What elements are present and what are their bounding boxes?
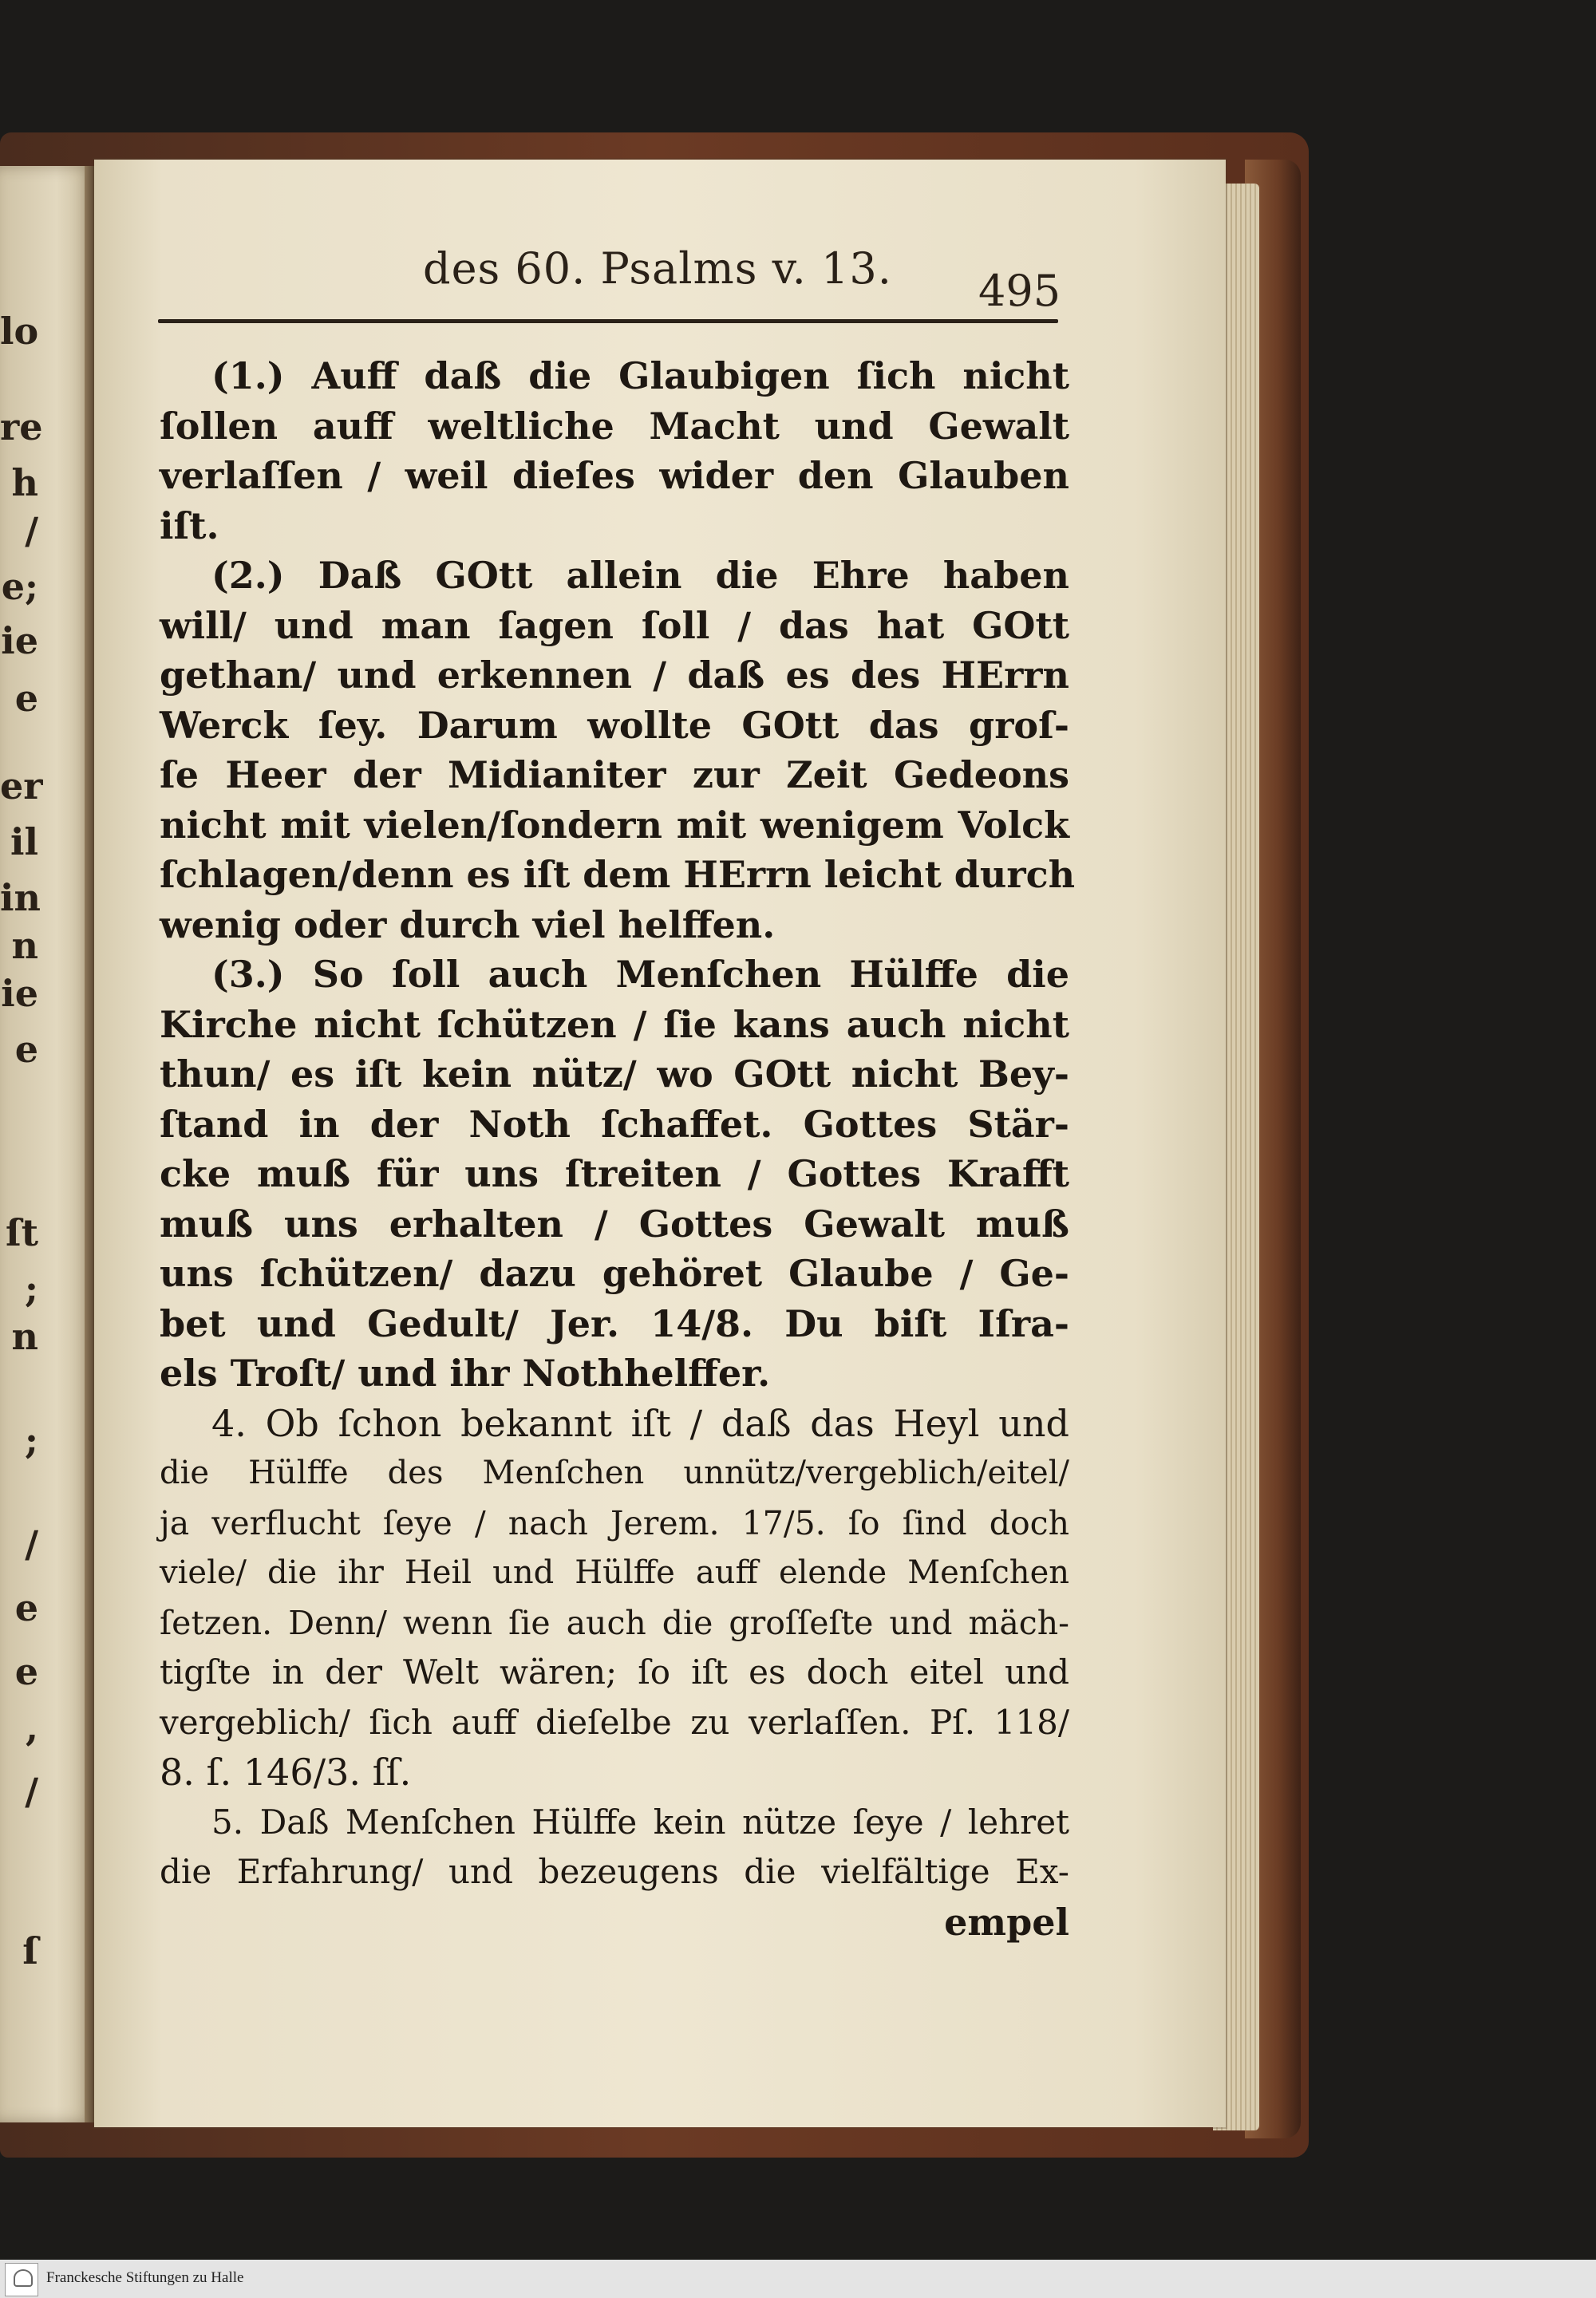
text-line: die Erfahrung/ und bezeugens die vielfältige Ex-: [160, 1852, 1069, 1891]
text-line: 8. ſ. 146/3. ſſ.: [160, 1751, 412, 1794]
text-line: thun/ es iſt kein nütz/ wo GOtt nicht Bey-: [160, 1052, 1069, 1096]
text-line: (2.) Daß GOtt allein die Ehre haben: [211, 554, 1069, 597]
text-line: 4. Ob ſchon bekannt iſt / daß das Heyl und: [211, 1401, 1069, 1445]
logo-mark: [14, 2269, 33, 2287]
margin-fragment: ſ: [22, 1929, 38, 1972]
margin-fragment: n: [11, 1315, 38, 1358]
text-line: (3.) So ſoll auch Menſchen Hülffe die: [211, 953, 1069, 996]
text-line: 5. Daß Menſchen Hülffe kein nütze ſeye / lehret: [211, 1802, 1069, 1842]
text-line: els Troſt/ und ihr Nothhelffer.: [160, 1352, 771, 1395]
text-line: muß uns erhalten / Gottes Gewalt muß: [160, 1202, 1069, 1246]
text-line: ſtand in der Noth ſchaffet. Gottes Stär-: [160, 1102, 1069, 1146]
text-line: cke muß für uns ſtreiten / Gottes Krafft: [160, 1152, 1069, 1195]
text-line: viele/ die ihr Heil und Hülffe auff elende Menſchen: [160, 1554, 1069, 1591]
margin-fragment: ſt: [5, 1211, 38, 1254]
text-line: ja verflucht ſeye / nach Jerem. 17/5. ſo ſind doch: [160, 1503, 1069, 1542]
text-line: ſetzen. Denn/ wenn ſie auch die groſſeſte und mäch-: [160, 1603, 1069, 1642]
margin-fragment: ;: [25, 1419, 38, 1462]
margin-fragment: n: [11, 924, 38, 967]
margin-fragment: ,: [25, 1706, 38, 1749]
text-line: bet und Gedult/ Jer. 14/8. Du biſt Iſra-: [160, 1301, 1069, 1345]
institution-logo-icon: [5, 2263, 38, 2296]
text-line: ſchlagen/denn es iſt dem HErrn leicht durch: [160, 853, 1076, 896]
text-line: verlaſſen / weil dieſes wider den Glauben: [160, 454, 1069, 497]
margin-fragment: re: [0, 405, 43, 448]
margin-fragment: e: [14, 1586, 38, 1629]
margin-fragment: in: [0, 876, 41, 919]
text-line: vergeblich/ ſich auff dieſelbe zu verlaſſen. Pſ. 118/: [160, 1702, 1069, 1742]
text-line: die Hülffe des Menſchen unnütz/vergeblich/eitel/: [160, 1455, 1069, 1491]
margin-fragment: ie: [1, 972, 38, 1015]
text-line: Kirche nicht ſchützen / ſie kans auch nicht: [160, 1002, 1069, 1046]
text-line: ſe Heer der Midianiter zur Zeit Gedeons: [160, 753, 1069, 796]
text-line: uns ſchützen/ dazu gehöret Glaube / Ge-: [160, 1252, 1069, 1295]
text-line: ſollen auff weltliche Macht und Gewalt: [160, 404, 1069, 448]
institution-name: Franckesche Stiftungen zu Halle: [46, 2269, 244, 2286]
text-line: nicht mit vielen/ſondern mit wenigem Volck: [160, 803, 1069, 847]
margin-fragment: er: [0, 764, 43, 807]
page-number: 495: [978, 266, 1061, 316]
margin-fragment: h: [11, 461, 38, 504]
catchword: empel: [944, 1900, 1069, 1944]
margin-fragment: /: [25, 509, 38, 552]
body-text: [160, 351, 1076, 1947]
margin-fragment: /: [25, 1522, 38, 1566]
margin-fragment: e;: [1, 565, 38, 608]
margin-fragment: ie: [1, 619, 38, 662]
margin-fragment: e: [14, 677, 38, 720]
margin-fragment: ;: [25, 1267, 38, 1310]
running-head: des 60. Psalms v. 13.: [423, 243, 892, 294]
margin-fragment: /: [25, 1770, 38, 1813]
text-line: Werck ſey. Darum wollte GOtt das groſ-: [160, 703, 1069, 747]
margin-fragment: lo: [0, 310, 39, 353]
text-line: tigſte in der Welt wären; ſo iſt es doch eitel und: [160, 1652, 1069, 1692]
header-rule: [158, 319, 1058, 323]
footer-bar: [0, 2260, 1596, 2298]
margin-fragment: il: [10, 820, 38, 863]
text-line: iſt.: [160, 503, 219, 547]
text-line: (1.) Auff daß die Glaubigen ſich nicht: [211, 354, 1069, 397]
left-page-fragment: [0, 166, 94, 2122]
margin-fragment: e: [14, 1650, 38, 1693]
text-line: gethan/ und erkennen / daß es des HErrn: [160, 653, 1069, 697]
text-line: will/ und man ſagen ſoll / das hat GOtt: [160, 603, 1069, 647]
margin-fragment: e: [14, 1028, 38, 1071]
text-line: wenig oder durch viel helffen.: [160, 902, 776, 946]
